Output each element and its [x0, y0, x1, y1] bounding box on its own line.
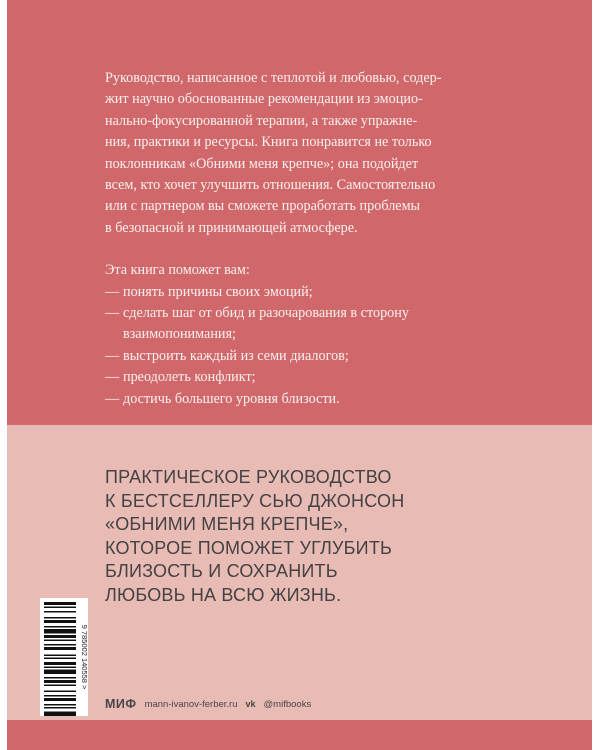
top-color-panel [7, 0, 592, 425]
barcode-bar [44, 640, 76, 642]
publisher-footer [105, 697, 311, 711]
barcode-bars [44, 602, 76, 716]
benefit-text: понять причины своих эмоций; [123, 283, 313, 300]
barcode-bar [44, 667, 76, 669]
description-line: жит научно обоснованные рекомендации из эмоцио- [105, 91, 423, 108]
dash-marker: — [105, 305, 120, 322]
barcode-bar [44, 670, 76, 675]
barcode-bar [44, 680, 76, 683]
barcode-bar [44, 707, 76, 709]
description-line: нально-фокусированной терапии, а также упражне- [105, 112, 418, 129]
barcode-bar [44, 712, 76, 717]
barcode-bar [44, 607, 76, 609]
barcode-bar [44, 698, 76, 701]
isbn-barcode [40, 598, 88, 716]
barcode-bar [44, 658, 76, 660]
dash-marker: — [105, 283, 120, 300]
bottom-accent-strip [7, 720, 592, 750]
benefit-text: преодолеть конфликт; [123, 369, 256, 386]
benefits-intro: Эта книга поможет вам: [105, 262, 250, 279]
dash-marker: — [105, 347, 120, 364]
tagline-line: «ОБНИМИ МЕНЯ КРЕПЧЕ», [105, 514, 349, 534]
barcode-bar [44, 695, 76, 697]
description-line: или с партнером вы сможете проработать проблемы [105, 198, 421, 215]
description-line: Руководство, написанное с теплотой и любовью, содер- [105, 70, 442, 86]
benefit-text: сделать шаг от обид и разочарования в сторону взаимопонимания; [123, 305, 409, 343]
barcode-bar [44, 635, 76, 638]
publisher-website-link[interactable]: mann-ivanov-ferber.ru [144, 698, 238, 710]
benefits-list [105, 282, 475, 410]
benefit-item [105, 367, 475, 388]
publisher-logo: МИФ [105, 697, 137, 711]
barcode-bar [44, 644, 76, 646]
dash-marker: — [105, 369, 120, 386]
description-paragraph [105, 68, 475, 239]
barcode-bar [44, 617, 76, 619]
book-description [105, 68, 475, 410]
tagline-line: ПРАКТИЧЕСКОЕ РУКОВОДСТВО [105, 467, 392, 487]
barcode-digits: 9 785002 140558 > [80, 624, 89, 690]
tagline-line: КОТОРОЕ ПОМОЖЕТ УГЛУБИТЬ [105, 537, 393, 558]
barcode-bar [44, 685, 76, 687]
benefit-item [105, 303, 475, 346]
barcode-bar [44, 691, 76, 693]
barcode-bar [44, 655, 76, 657]
dash-marker: — [105, 390, 120, 407]
tagline-line: ЛЮБОВЬ НА ВСЮ ЖИЗНЬ. [105, 584, 342, 605]
barcode-graphic [40, 598, 88, 716]
description-line: поклонникам «Обними меня крепче»; она подойдет [105, 155, 419, 172]
tagline [105, 466, 545, 607]
tagline-line: БЛИЗОСТЬ И СОХРАНИТЬ [105, 561, 338, 581]
barcode-bar [44, 677, 76, 679]
description-line: ния, практики и ресурсы. Книга понравится не только [105, 134, 432, 151]
barcode-bar [44, 647, 76, 650]
tagline-line: К БЕСТСЕЛЛЕРУ СЬЮ ДЖОНСОН [105, 490, 405, 511]
social-handle-link[interactable]: @mifbooks [263, 698, 312, 710]
benefit-text: достичь большего уровня близости. [123, 390, 340, 407]
description-line: в безопасной и принимающей атмосфере. [105, 219, 358, 236]
barcode-bar [44, 602, 76, 605]
barcode-bar [44, 662, 76, 665]
description-line: всем, кто хочет улучшить отношения. Самостоятельно [105, 177, 436, 194]
benefit-item [105, 282, 475, 303]
benefit-text: выстроить каждый из семи диалогов; [123, 347, 349, 364]
barcode-bar [44, 611, 76, 613]
vk-icon: vk [245, 699, 256, 709]
benefit-item [105, 346, 475, 367]
barcode-bar [44, 629, 76, 634]
barcode-bar [44, 620, 76, 623]
benefit-item [105, 389, 475, 410]
back-cover [7, 0, 592, 750]
barcode-bar [44, 704, 76, 706]
barcode-bar [44, 626, 76, 628]
